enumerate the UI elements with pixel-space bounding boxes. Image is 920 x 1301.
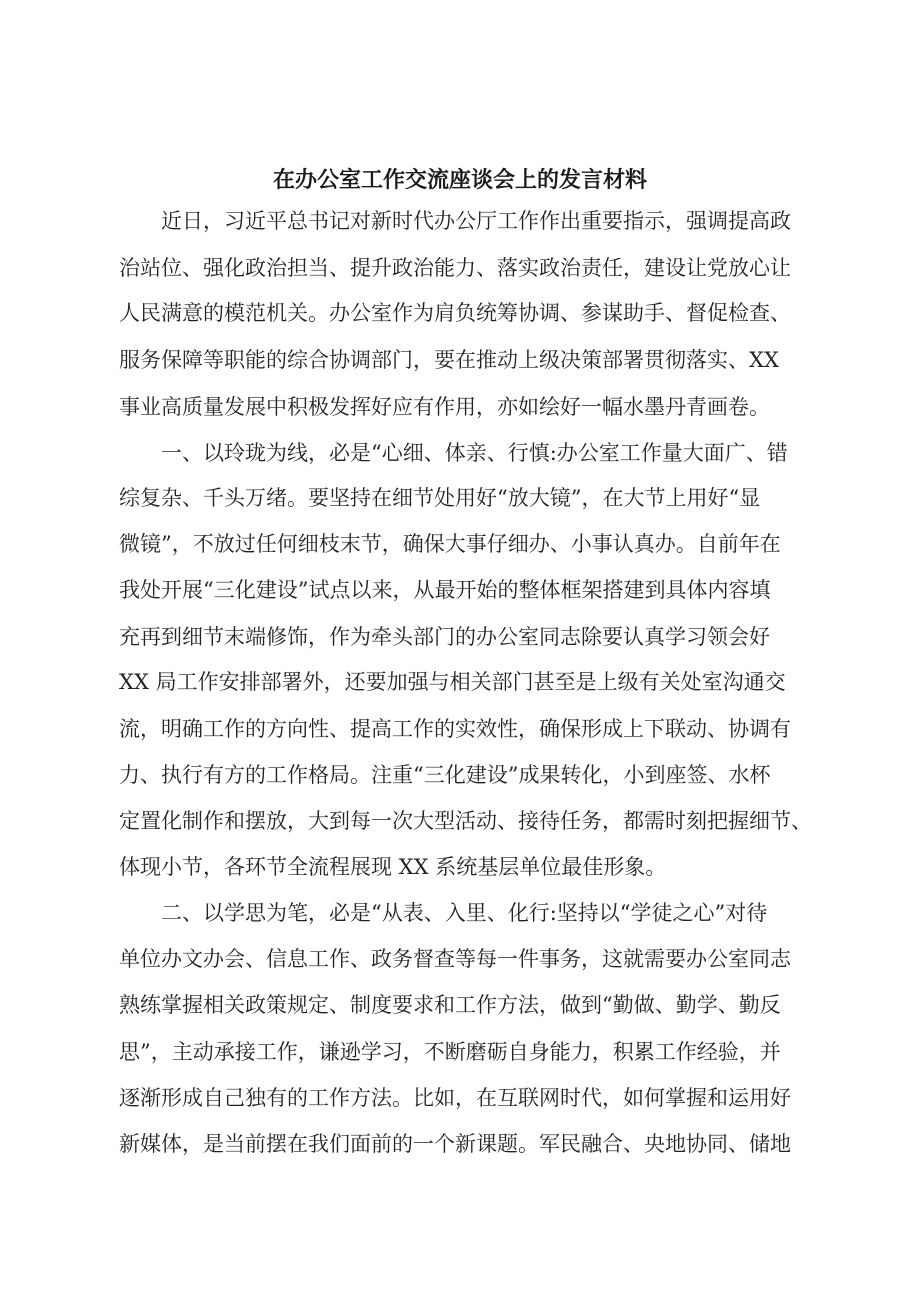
body-line: 新媒体，是当前摆在我们面前的一个新课题。军民融合、央地协同、储地 [119, 1132, 791, 1156]
body-line: 逐渐形成自己独有的工作方法。比如，在互联网时代，如何掌握和运用好 [119, 1086, 791, 1110]
body-line: 定置化制作和摆放，大到每一次大型活动、接待任务，都需时刻把握细节、 [119, 809, 812, 833]
body-line: 服务保障等职能的综合协调部门，要在推动上级决策部署贯彻落实、XX [119, 348, 779, 372]
body-line: 充再到细节末端修饰，作为牵头部门的办公室同志除要认真学习领会好 [119, 625, 770, 649]
body-line: 治站位、强化政治担当、提升政治能力、落实政治责任，建设让党放心让 [119, 256, 791, 280]
body-line: 思”，主动承接工作，谦逊学习，不断磨砺自身能力，积累工作经验，并 [119, 1040, 781, 1064]
body-line: 单位办文办会、信息工作、政务督查等每一件事务，这就需要办公室同志 [119, 947, 791, 971]
document-title: 在办公室工作交流座谈会上的发言材料 [272, 168, 647, 193]
body-line: 一、以玲珑为线，必是“心细、体亲、行慎:办公室工作量大面广、错 [161, 441, 788, 465]
body-line: 近日，习近平总书记对新时代办公厅工作作出重要指示，强调提高政 [161, 209, 791, 233]
body-line: 事业高质量发展中积极发挥好应有作用，亦如绘好一幅水墨丹青画卷。 [119, 395, 770, 419]
body-line: 流，明确工作的方向性、提高工作的实效性，确保形成上下联动、协调有 [119, 717, 791, 741]
body-line: 微镜”，不放过任何细枝末节，确保大事仔细办、小事认真办。自前年在 [119, 532, 781, 556]
body-line: 二、以学思为笔，必是“从表、入里、化行:坚持以“学徒之心”对待 [161, 901, 768, 925]
body-line: 人民满意的模范机关。办公室作为肩负统筹协调、参谋助手、督促检查、 [119, 301, 791, 325]
body-line: 熟练掌握相关政策规定、制度要求和工作方法，做到“勤做、勤学、勤反 [119, 993, 781, 1017]
body-line: 体现小节，各环节全流程展现 XX 系统基层单位最佳形象。 [119, 855, 667, 879]
body-line: 我处开展“三化建设”试点以来，从最开始的整体框架搭建到具体内容填 [119, 578, 771, 602]
body-line: 综复杂、千头万绪。要坚持在细节处用好“放大镜”，在大节上用好“显 [119, 486, 761, 510]
body-line: XX 局工作安排部署外，还要加强与相关部门甚至是上级有关处室沟通交 [119, 670, 786, 694]
body-line: 力、执行有方的工作格局。注重“三化建设”成果转化，小到座签、水杯 [119, 763, 771, 787]
